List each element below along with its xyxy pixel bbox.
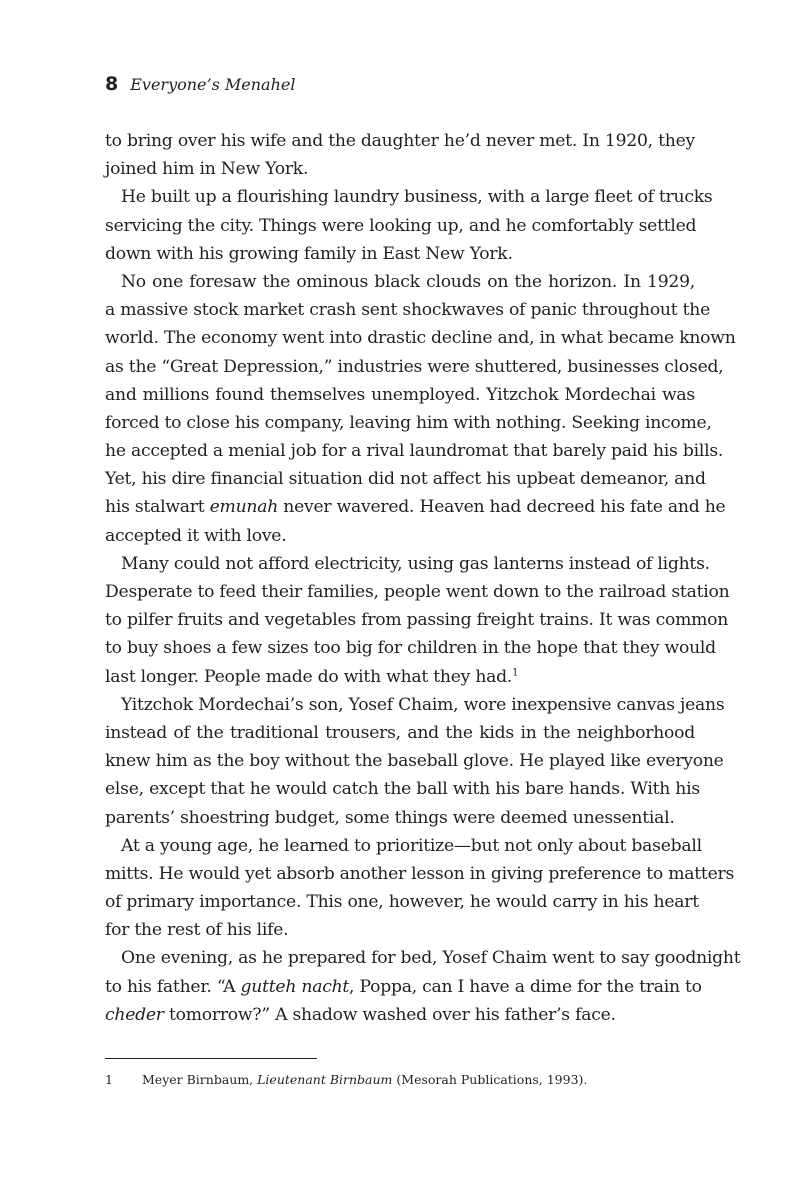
footnote <box>105 1071 587 1089</box>
text-line <box>105 775 700 803</box>
text-line <box>105 409 712 437</box>
italic-term: cheder <box>105 1004 164 1025</box>
text-segment: Yet, his dire financial situation did not affect his upbeat demeanor, and <box>105 469 706 490</box>
text-line <box>105 240 695 268</box>
footnote-rule <box>105 1058 317 1059</box>
text-segment: a massive stock market crash sent shockwaves of panic throughout the <box>105 300 711 321</box>
text-segment: to his father. “A <box>105 976 241 997</box>
paragraph <box>105 268 736 550</box>
book-title: Everyone’s Menahel <box>130 75 296 94</box>
text-line <box>105 465 706 493</box>
footnote-publication: (Mesorah Publications, 1993). <box>392 1072 588 1087</box>
running-head <box>105 72 295 97</box>
text-segment: as the “Great Depression,” industries were shuttered, businesses closed, <box>105 356 724 377</box>
text-line <box>105 606 729 634</box>
paragraph <box>105 832 735 945</box>
text-segment: forced to close his company, leaving him with nothing. Seeking income, <box>105 412 712 433</box>
text-line <box>105 212 695 240</box>
text-segment: of primary importance. This one, however, he would carry in his heart <box>105 892 699 913</box>
text-line <box>105 944 741 972</box>
text-segment: Many could not afford electricity, using gas lanterns instead of lights. <box>121 553 710 574</box>
text-segment: to buy shoes a few sizes too big for children in the hope that they would <box>105 638 716 659</box>
text-line <box>105 268 695 296</box>
text-segment: accepted it with love. <box>105 525 287 546</box>
text-segment: One evening, as he prepared for bed, Yosef Chaim went to say goodnight <box>121 948 741 969</box>
text-line <box>105 973 702 1001</box>
text-segment: Desperate to feed their families, people went down to the railroad station <box>105 582 730 602</box>
text-segment: knew him as the boy without the baseball glove. He played like everyone <box>105 751 724 772</box>
paragraph <box>105 183 713 268</box>
text-line <box>105 155 695 183</box>
text-line <box>105 127 695 155</box>
text-segment: else, except that he would catch the ball with his bare hands. With his <box>105 779 700 800</box>
italic-term: emunah <box>209 497 279 518</box>
footnote-ref[interactable]: 1 <box>512 666 519 678</box>
text-line <box>105 634 716 662</box>
text-segment: At a young age, he learned to prioritize—but not only about baseball <box>121 835 702 856</box>
paragraph <box>105 127 695 183</box>
footnote-author: Meyer Birnbaum, <box>142 1072 258 1087</box>
text-segment: and millions found themselves unemployed. Yitzchok Mordechai was <box>105 384 695 405</box>
text-segment: down with his growing family in East New York. <box>105 243 513 264</box>
text-segment: joined him in New York. <box>105 159 309 180</box>
text-line <box>105 493 726 521</box>
paragraph <box>105 550 730 691</box>
text-segment: to bring over his wife and the daughter he’d never met. In 1920, they <box>105 131 695 151</box>
text-line <box>105 916 695 944</box>
text-line <box>105 296 711 324</box>
text-line <box>105 691 725 719</box>
body-text <box>105 127 741 1029</box>
text-line <box>105 888 699 916</box>
text-segment: tomorrow?” A shadow washed over his father’s face. <box>163 1004 616 1025</box>
text-segment: he accepted a menial job for a rival laundromat that barely paid his bills. <box>105 441 724 462</box>
footnote-number: 1 <box>105 1072 113 1087</box>
text-segment: instead of the traditional trousers, and the kids in the neighborhood <box>105 722 695 743</box>
text-segment: never wavered. Heaven had decreed his fate and he <box>278 497 726 518</box>
text-line <box>105 353 724 381</box>
text-line <box>105 437 724 465</box>
text-line <box>105 324 736 352</box>
italic-term: gutteh nacht <box>240 976 350 997</box>
text-line <box>105 183 713 211</box>
text-segment: servicing the city. Things were looking up, and he comfortably settled <box>105 215 697 236</box>
text-line <box>105 860 735 888</box>
text-line <box>105 747 724 775</box>
text-segment: , Poppa, can I have a dime for the train to <box>349 976 702 997</box>
paragraph <box>105 944 741 1029</box>
text-segment: world. The economy went into drastic decline and, in what became known <box>105 328 736 349</box>
text-line <box>105 522 695 550</box>
text-line <box>105 381 695 409</box>
text-line <box>105 550 710 578</box>
text-segment: for the rest of his life. <box>105 920 289 941</box>
text-segment: He built up a flourishing laundry business, with a large fleet of trucks <box>121 187 713 208</box>
text-segment: last longer. People made do with what they had. <box>105 666 513 687</box>
footnote-work-title: Lieutenant Birnbaum <box>257 1072 393 1087</box>
page-number: 8 <box>105 73 119 95</box>
text-segment: mitts. He would yet absorb another lesson in giving preference to matters <box>105 863 735 884</box>
text-line <box>105 832 702 860</box>
text-line <box>105 804 695 832</box>
text-segment: to pilfer fruits and vegetables from passing freight trains. It was common <box>105 610 729 631</box>
text-segment: No one foresaw the ominous black clouds on the horizon. In 1929, <box>121 271 695 292</box>
text-line <box>105 578 730 606</box>
paragraph <box>105 691 725 832</box>
text-segment: Yitzchok Mordechai’s son, Yosef Chaim, wore inexpensive canvas jeans <box>121 694 725 715</box>
text-segment: parents’ shoestring budget, some things were deemed unessential. <box>105 807 675 828</box>
text-segment: his stalwart <box>105 497 210 518</box>
text-line <box>105 663 695 691</box>
text-line <box>105 1001 695 1029</box>
text-line <box>105 719 695 747</box>
